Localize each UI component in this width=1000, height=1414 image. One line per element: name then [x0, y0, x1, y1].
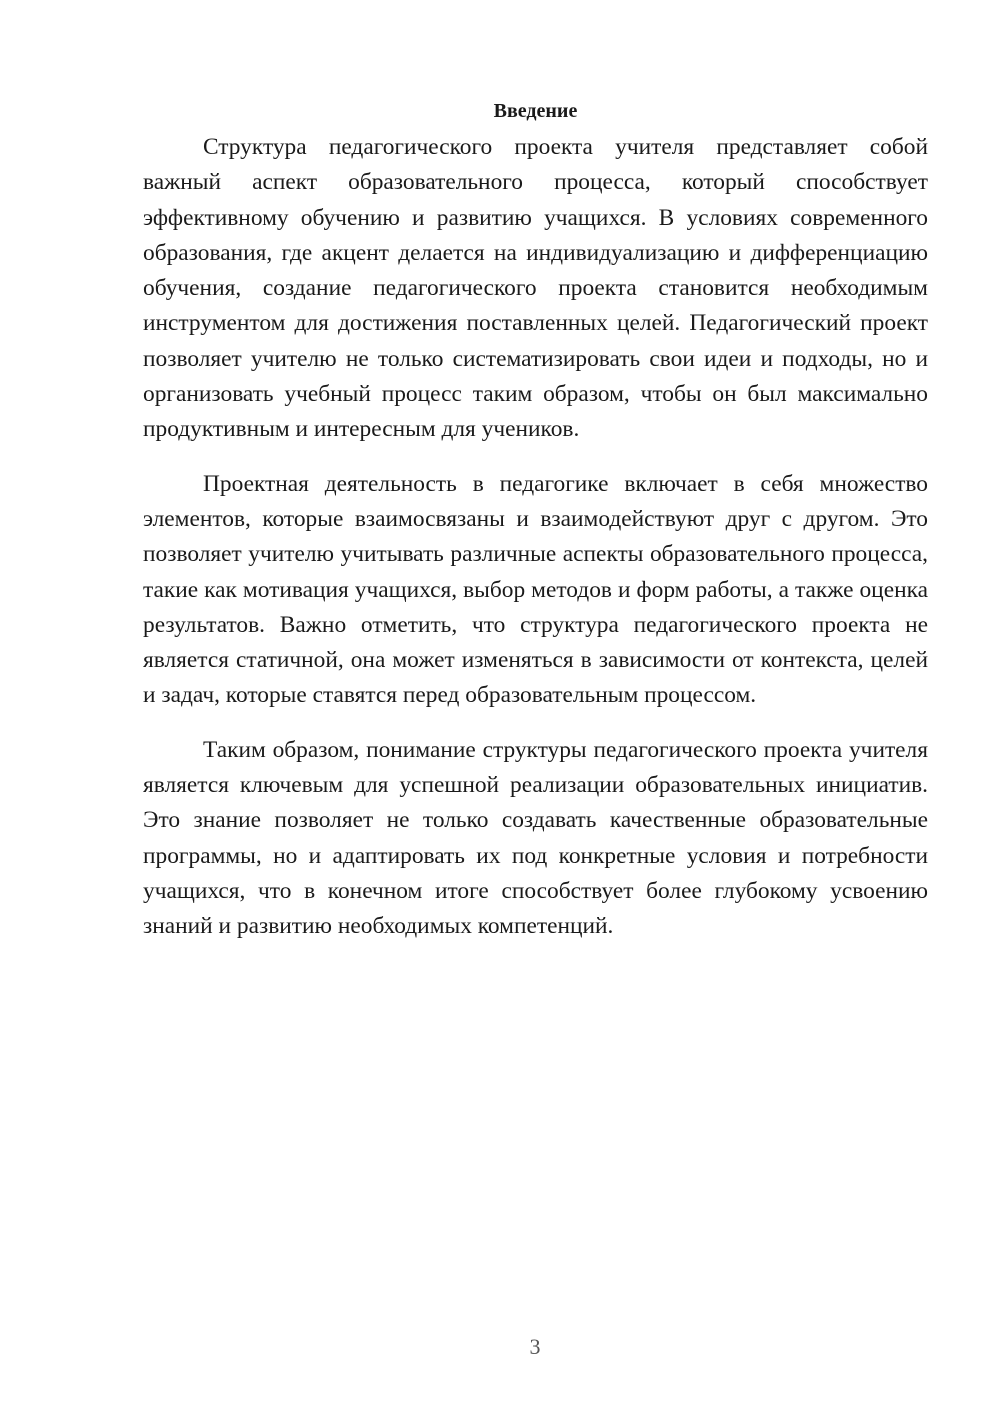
section-title: Введение — [493, 100, 578, 122]
paragraph-3: Таким образом, понимание структуры педагогического проекта учителя является ключевым для успешной реализации образовательных инициатив. Это знание позволяет не только создавать качественные образовательные программы, но и адаптировать их под конкретные условия и потребности учащихся, что в конечном итоге способствует более глубокому усвоению знаний и развитию необходимых компетенций. — [143, 736, 928, 940]
page-content — [143, 96, 928, 964]
paragraph-2: Проектная деятельность в педагогике включает в себя множество элементов, которые взаимосвязаны и взаимодействуют друг с другом. Это позволяет учителю учитывать различные аспекты образовательного процесса, такие как мотивация учащихся, выбор методов и форм работы, а также оценка результатов. Важно отметить, что структура педагогического проекта не является статичной, она может изменяться в зависимости от контекста, целей и задач, которые ставятся перед образовательным процессом. — [143, 470, 928, 709]
page-number: 3 — [529, 1334, 541, 1359]
paragraph-1: Структура педагогического проекта учителя представляет собой важный аспект образовательного процесса, который способствует эффективному обучению и развитию учащихся. В условиях современного образования, где акцент делается на индивидуализацию и дифференциацию обучения, создание педагогического проекта становится необходимым инструментом для достижения поставленных целей. Педагогический проект позволяет учителю не только систематизировать свои идеи и подходы, но и организовать учебный процесс таким образом, чтобы он был максимально продуктивным и интересным для учеников. — [143, 134, 928, 443]
